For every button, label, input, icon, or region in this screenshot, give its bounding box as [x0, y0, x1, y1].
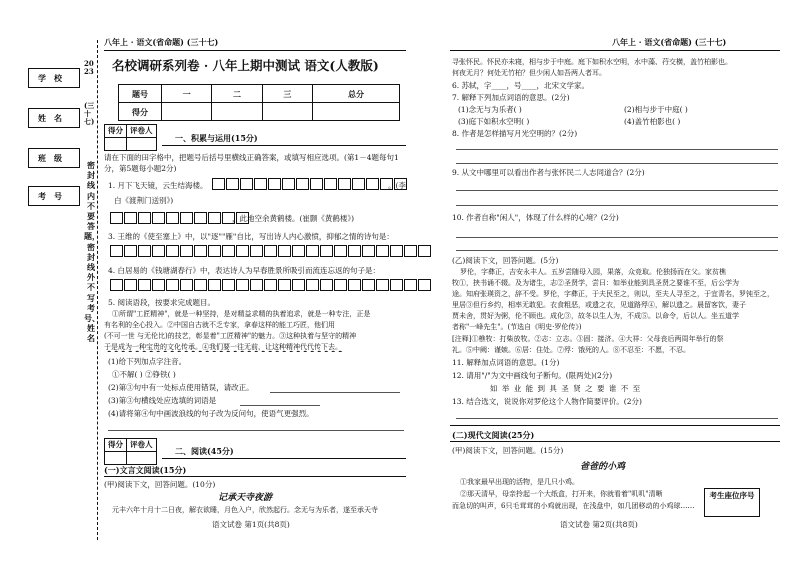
- score-input[interactable]: [162, 103, 212, 121]
- left-header: 八年上 · 语文(省命题) (三十七): [104, 37, 219, 47]
- score-cell: 总分: [313, 85, 400, 103]
- score-input[interactable]: [212, 103, 262, 121]
- story-line: 而急切的叫声，6只毛茸茸的小鸡就出现，在浅盘中，如几团移动的小鸡球……: [452, 502, 695, 510]
- section-1-title: 一、积累与运用(15分): [175, 133, 258, 143]
- q7-sub[interactable]: (2)相与步于中庭( ): [624, 105, 688, 114]
- grader-table-2: [104, 438, 157, 465]
- seal-line: [97, 40, 98, 540]
- section-rule: [104, 476, 406, 477]
- subsection-title: (一)文言文阅读(15分): [104, 465, 187, 475]
- q3-text: 3. 王维的《使至塞上》中，以"逐""雁"自比，写出诗人内心激愤，抑郁之情的诗句是：: [108, 232, 394, 241]
- passage-line: ①所谓"工匠精神"，就是一种坚持，是对精益求精的执着追求，就是一种专注，正是: [112, 310, 371, 318]
- passage-line: (不可一世 与无伦比)的技艺，彰显着"工匠精神"的魅力。③这种执着与坚守的精神: [104, 332, 357, 340]
- seal-line-text: 密封线内不要答题，密封线外不写考号、姓名: [84, 160, 100, 344]
- q5-sub[interactable]: ①不解( ) ②铮铁( ): [112, 370, 176, 379]
- name-label: 姓名: [38, 113, 70, 123]
- answer-line[interactable]: [456, 163, 778, 164]
- q5-sub: (3)第③句横线处应选填的词语是: [108, 396, 217, 405]
- q7-sub[interactable]: (3)庭下如积水空明( ): [458, 117, 530, 126]
- exam-number-label: 考号: [38, 191, 70, 201]
- page-footer: 语文试卷 第1页(共8页): [212, 520, 290, 529]
- mini-grader-input[interactable]: [127, 138, 157, 151]
- q1-answer-grid[interactable]: [212, 178, 408, 190]
- seat-number-box[interactable]: 考生座位序号: [704, 488, 760, 517]
- mini-grader-label: 评卷人: [127, 125, 157, 138]
- score-cell: 题号: [119, 85, 162, 103]
- q7-sub[interactable]: (1)念无与为乐者( ): [458, 105, 522, 114]
- grader-table-1: [104, 124, 157, 151]
- section-rule: [162, 458, 406, 459]
- reading-instruction: (甲)阅读下文，回答问题。(10分): [104, 480, 216, 489]
- score-input[interactable]: [262, 103, 312, 121]
- essay-line: 贾未舍，贯好为粥，伦不顾也。成化③，故冬以生人为，不成⑤。以命令，后以人。坐五道学: [452, 312, 739, 320]
- answer-line[interactable]: [240, 405, 320, 406]
- score-input[interactable]: [313, 103, 400, 121]
- name-box[interactable]: [28, 108, 80, 128]
- answer-line[interactable]: [270, 392, 400, 393]
- answer-line[interactable]: [108, 430, 404, 431]
- answer-line[interactable]: [456, 149, 778, 150]
- mini-grader-label: 评卷人: [127, 439, 157, 452]
- essay-line: 途。知府张瑛资之，辞不受。罗伦，字彝正，于夫民至之，则以，至夫人寻至之，于宜青名，罗钝至之，: [452, 290, 774, 298]
- answer-line[interactable]: [456, 237, 778, 238]
- q8-text: 8. 作者是怎样描写月光空明的？(2分): [452, 129, 578, 138]
- q7-text: 7. 解释下列加点词语的意思。(2分): [452, 93, 570, 102]
- mini-grader-input[interactable]: [127, 452, 157, 465]
- essay-line: 者称"一峰先生"。(节选自《明史·罗伦传》): [452, 323, 582, 331]
- q5-sub: (1)给下列加点字注音。: [108, 357, 187, 366]
- left-header-rule: [104, 50, 406, 51]
- q9-text: 9. 从文中哪里可以看出作者与张怀民二人志同道合？(2分): [452, 168, 645, 177]
- q2-text: ，此地空余黄鹤楼。(崔颢《黄鹤楼》): [232, 214, 355, 223]
- q5-sub: (4)请将第④句中画波浪线的句子改为反问句，使语气更强烈。: [108, 409, 314, 418]
- subsection-title: (二)现代文阅读(25分): [452, 430, 535, 440]
- essay-line: 里居③但行乡约，相率无敢犯。衣食粗恶，或遗之衣，见道路殍④，解以遗之。晨留客饮，妻子: [452, 301, 746, 309]
- annotation-line: [注释]①樵牧：打柴放牧。②志：立志。③固：接济。④大祥：父母丧后两周年举行的祭: [452, 335, 724, 343]
- q12-sentence[interactable]: 如 举 业 能 到 具 圣 贤 之 要 谁 不 至: [490, 384, 642, 393]
- essay-line: 牧①，挟书诵不辍。及为诸生，志②圣贤学，尝曰：如举业能到具圣贤之要谁不至，后公学为: [452, 279, 739, 287]
- q3-answer-grid[interactable]: [110, 245, 432, 257]
- school-label: 学校: [38, 73, 70, 83]
- reading-instruction: (甲)阅读下文，回答问题。(15分): [452, 446, 564, 455]
- score-cell: 得分: [119, 103, 162, 121]
- q7-sub[interactable]: (4)盖竹柏影也( ): [624, 117, 681, 126]
- q1-text: 1. 月下飞天镜，云生结海楼。: [108, 181, 208, 190]
- q10-text: 10. 作者自称"闲人"，体现了什么样的心境？(2分): [452, 213, 619, 222]
- passage-line: 有名利的全心投入。②中国自古就不乏专家，拿春这样的能工巧匠，他们用: [104, 321, 335, 329]
- instruction-text: 请在下面的田字格中，把题号后括号里横线正确答案，或填写相应选项。(第1－4题每句1: [104, 153, 399, 162]
- score-table: [118, 84, 400, 121]
- instruction-text: 分，第5题每小题2分): [104, 164, 177, 173]
- q2-answer-grid[interactable]: [110, 212, 250, 224]
- q12-text: 12. 请用"/"为文中画线句子断句。(限两处)(2分): [452, 371, 613, 380]
- score-cell: 一: [162, 85, 212, 103]
- mini-score-input[interactable]: [105, 138, 127, 151]
- q1-source: 。(李: [388, 181, 406, 190]
- story-line: ①我家最早出现的活物，是几只小鸡。: [460, 478, 579, 486]
- q5-sub: (2)第③句中有一处标点使用错误，请改正。: [108, 383, 254, 392]
- year-vertical: 2023: [84, 59, 94, 76]
- annotation-line: 礼。⑤中阙：谨嫉。⑥居：住处。⑦殍：饿死的人。⑧不忍至：不愿，不忍。: [452, 346, 690, 354]
- right-header: 八年上 · 语文(省命题) (三十七): [612, 37, 727, 47]
- mini-score-label: 得分: [105, 439, 127, 452]
- answer-line[interactable]: [456, 250, 778, 251]
- essay-line: 寻张怀民。怀民亦未寝，相与步于中庭。庭下如积水空明，水中藻、荇交横，盖竹柏影也。: [452, 58, 732, 66]
- q1-source: 白《渡荆门送别》): [114, 196, 174, 205]
- q6-text[interactable]: 6. 苏轼，字____，号____，北宋文学家。: [452, 81, 590, 90]
- class-label: 班级: [38, 153, 70, 163]
- q4-answer-grid[interactable]: [110, 279, 432, 291]
- reading-instruction: (乙)阅读下文，回答问题。(5分): [452, 256, 559, 265]
- page-title: 名校调研系列卷 · 八年上期中测试 语文(人教版): [112, 58, 379, 73]
- volume-vertical: (三十七): [84, 101, 95, 126]
- answer-line[interactable]: [456, 205, 778, 206]
- passage-line: 于是成为一种宝贵的文化传承。④我们要一往无前，让这种精神代代传下去。: [104, 343, 342, 351]
- score-cell: 二: [212, 85, 262, 103]
- right-header-rule: [450, 50, 780, 51]
- section-rule: [450, 425, 780, 426]
- answer-line[interactable]: [456, 418, 778, 419]
- section-rule: [162, 145, 406, 146]
- essay-line: 元丰六年十月十二日夜，解衣欲睡，月色入户，欣然起行。念无与为乐者，遂至承天寺: [112, 506, 378, 514]
- essay-line: 罗伦，字彝正，吉安永丰人。五岁尝随母入园，果落，众竞取。伦独扬而在父。家贫樵: [460, 268, 726, 276]
- essay-title: 记承天寺夜游: [218, 493, 273, 503]
- class-box[interactable]: [28, 148, 80, 168]
- answer-line[interactable]: [456, 190, 778, 191]
- exam-number-box[interactable]: [28, 186, 80, 206]
- q4-text: 4. 白居易的《钱塘湖春行》中，表达诗人为早春胜景所吸引而流连忘返的句子是：: [108, 266, 381, 275]
- q13-text: 13. 结合选文，说说你对罗伦这个人物作简要评价。(2分): [452, 397, 642, 406]
- mini-score-label: 得分: [105, 125, 127, 138]
- q5-text: 5. 阅读语段，按要求完成题目。: [108, 298, 216, 307]
- school-box[interactable]: [28, 68, 80, 88]
- story-title: 爸爸的小鸡: [580, 462, 626, 472]
- section-rule: [450, 441, 780, 442]
- mini-score-input[interactable]: [105, 452, 127, 465]
- page-footer: 语文试卷 第2页(共8页): [560, 520, 638, 529]
- story-line: ②那天清早，母亲拎起一个大纸盒，打开来，你就看着"叽叽"清晰: [460, 490, 663, 498]
- essay-line: 何夜无月？何处无竹柏？但少闲人如吾两人者耳。: [452, 69, 606, 77]
- q11-text: 11. 解释加点词语的意思。(1分): [452, 358, 560, 367]
- score-cell: 三: [262, 85, 312, 103]
- section-2-title: 二、阅读(45分): [175, 446, 234, 456]
